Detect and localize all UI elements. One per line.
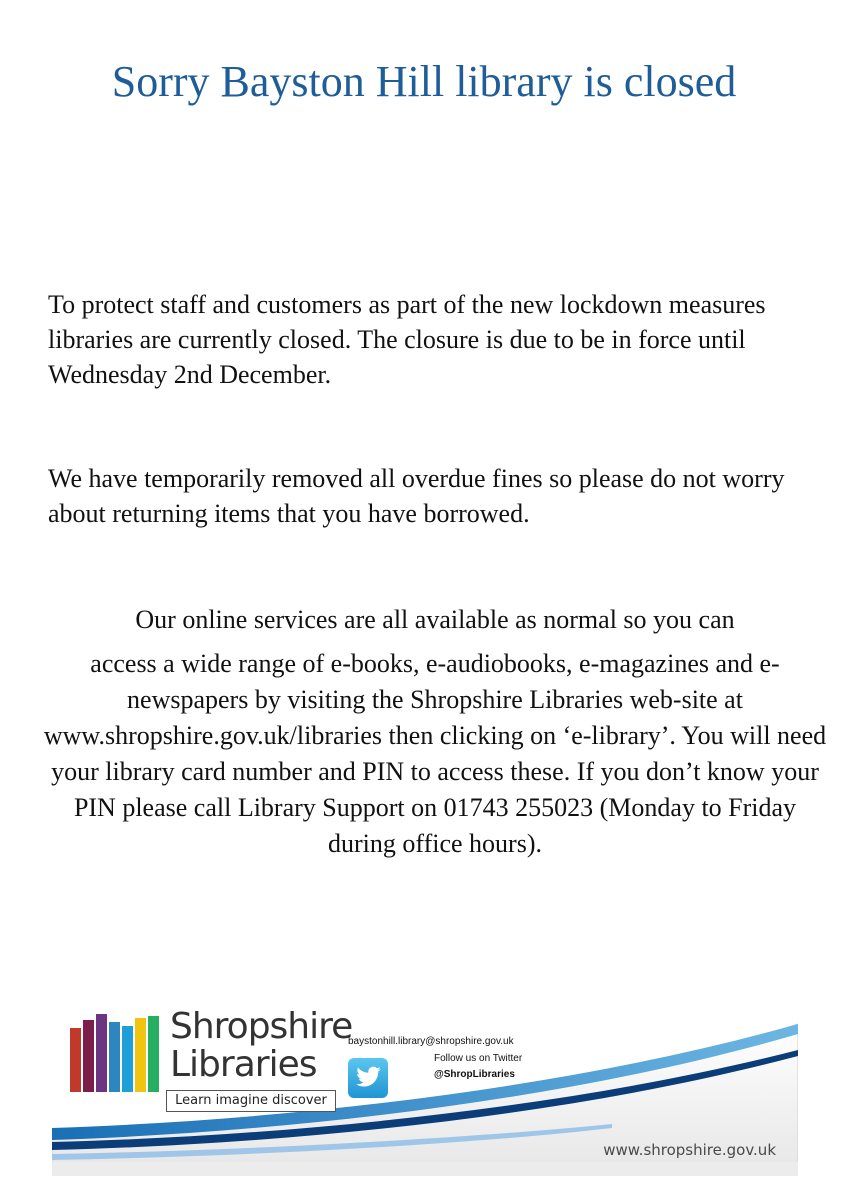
website-link[interactable]: www.shropshire.gov.uk <box>603 1141 776 1159</box>
shropshire-libraries-logo <box>170 1008 352 1084</box>
book-spine <box>109 1022 120 1092</box>
online-services-lead: Our online services are all available as normal so you can <box>135 605 735 634</box>
books-logo-icon <box>70 1014 162 1092</box>
online-services-body: access a wide range of e-books, e-audiobooks, e-magazines and e-newspapers by visiting the Shropshire Libraries web-site at www.shropshire.gov.uk/libraries then clicking on ‘e-library’. You will need your library card number and PIN to access these. If you don’t know your PIN please call Library Support on 01743 255023 (Monday to Friday during office hours). <box>43 649 827 858</box>
logo-line-2: Libraries <box>170 1044 317 1085</box>
logo-line-1: Shropshire <box>170 1006 353 1047</box>
book-spine <box>122 1026 133 1092</box>
follow-text: Follow us on Twitter <box>434 1053 523 1064</box>
closure-paragraph: To protect staff and customers as part of the new lockdown measures libraries are currently closed. The closure is due to be in force until Wednesday 2nd December. <box>48 290 766 389</box>
book-spine <box>83 1020 94 1092</box>
fines-paragraph: We have temporarily removed all overdue fines so please do not worry about returning items that you have borrowed. <box>48 464 785 528</box>
twitter-handle[interactable]: @ShropLibraries <box>434 1069 515 1080</box>
page-title: Sorry Bayston Hill library is closed <box>111 57 737 106</box>
footer-banner <box>52 1004 798 1176</box>
twitter-bird-icon[interactable] <box>348 1058 388 1098</box>
online-services-paragraph <box>40 602 830 862</box>
book-spine <box>70 1028 81 1092</box>
book-spine <box>148 1016 159 1092</box>
book-spine <box>96 1014 107 1092</box>
book-spine <box>135 1018 146 1092</box>
email-link[interactable]: baystonhill.library@shropshire.gov.uk <box>348 1036 514 1047</box>
logo-tagline: Learn imagine discover <box>166 1090 336 1112</box>
twitter-bird-shape <box>354 1066 382 1090</box>
